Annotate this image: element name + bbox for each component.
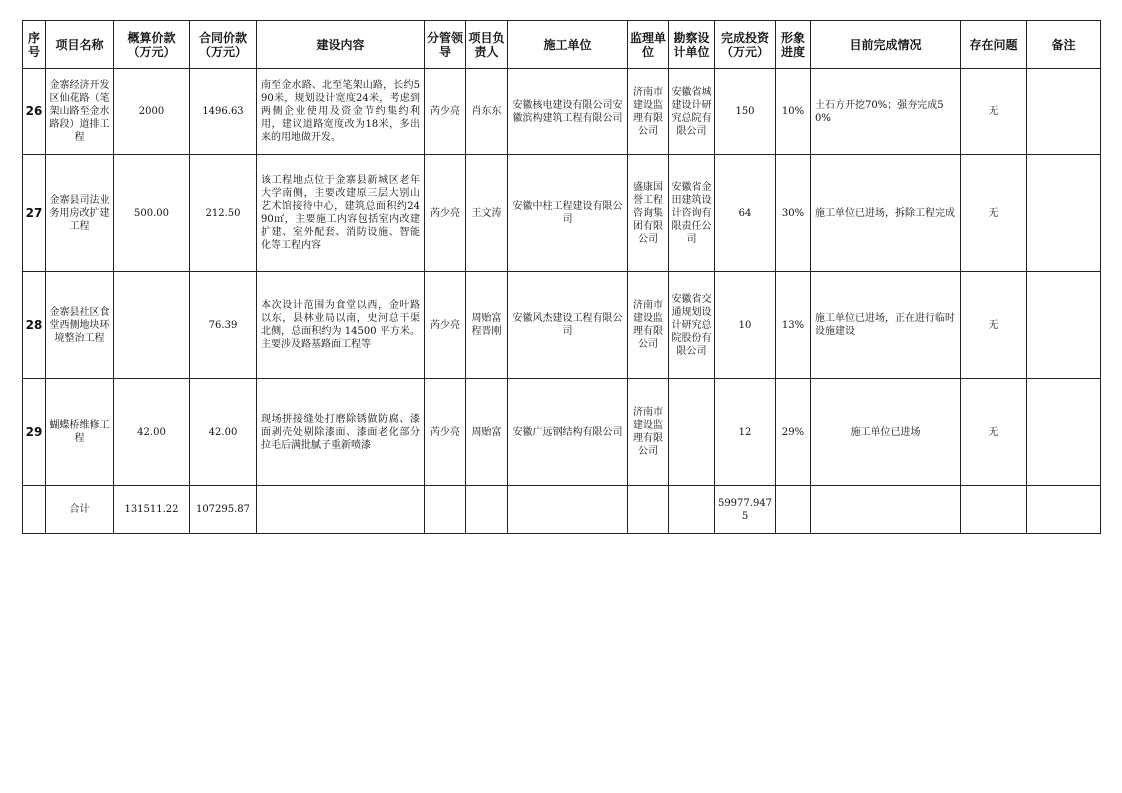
header-name: 项目名称 xyxy=(46,21,114,69)
header-contract: 合同价款（万元） xyxy=(190,21,257,69)
cell-seq xyxy=(23,486,46,534)
cell-remarks xyxy=(1027,486,1101,534)
cell-seq: 27 xyxy=(23,155,46,272)
cell-invest: 12 xyxy=(715,379,776,486)
cell-builder: 安徽核电建设有限公司安徽滨构建筑工程有限公司 xyxy=(508,69,628,155)
cell-status: 施工单位已进场，正在进行临时设施建设 xyxy=(811,272,961,379)
header-leader: 分管领导 xyxy=(425,21,466,69)
table-row xyxy=(23,272,1101,379)
table-row xyxy=(23,379,1101,486)
cell-progress: 10% xyxy=(776,69,811,155)
cell-supervisor: 盛康国誉工程咨询集团有限公司 xyxy=(628,155,669,272)
cell-leader: 芮少亮 xyxy=(425,272,466,379)
cell-designer: 安徽省城建设计研究总院有限公司 xyxy=(669,69,715,155)
cell-seq: 29 xyxy=(23,379,46,486)
header-budget: 概算价款（万元） xyxy=(114,21,190,69)
cell-invest: 10 xyxy=(715,272,776,379)
cell-remarks xyxy=(1027,379,1101,486)
cell-issues: 无 xyxy=(961,272,1027,379)
cell-builder: 安徽中柱工程建设有限公司 xyxy=(508,155,628,272)
total-budget: 131511.22 xyxy=(114,486,190,534)
cell-issues xyxy=(961,486,1027,534)
header-builder: 施工单位 xyxy=(508,21,628,69)
header-manager: 项目负责人 xyxy=(466,21,508,69)
table-row xyxy=(23,69,1101,155)
cell-progress: 13% xyxy=(776,272,811,379)
cell-leader xyxy=(425,486,466,534)
cell-progress: 30% xyxy=(776,155,811,272)
cell-supervisor: 济南市建设监理有限公司 xyxy=(628,69,669,155)
cell-content: 现场拼接缝处打磨除锈做防腐、漆面剥壳处剔除漆面、漆面老化部分拉毛后满批腻子重新喷漆 xyxy=(257,379,425,486)
cell-budget: 2000 xyxy=(114,69,190,155)
cell-issues: 无 xyxy=(961,379,1027,486)
cell-supervisor xyxy=(628,486,669,534)
cell-name: 金寨县司法业务用房改扩建工程 xyxy=(46,155,114,272)
cell-designer xyxy=(669,379,715,486)
cell-issues: 无 xyxy=(961,69,1027,155)
cell-builder: 安徽风杰建设工程有限公司 xyxy=(508,272,628,379)
cell-designer: 安徽省金田建筑设计咨询有限责任公司 xyxy=(669,155,715,272)
cell-status: 施工单位已进场，拆除工程完成 xyxy=(811,155,961,272)
total-contract: 107295.87 xyxy=(190,486,257,534)
total-invest: 59977.9475 xyxy=(715,486,776,534)
total-row xyxy=(23,486,1101,534)
header-supervisor: 监理单位 xyxy=(628,21,669,69)
cell-manager: 王文涛 xyxy=(466,155,508,272)
cell-budget: 42.00 xyxy=(114,379,190,486)
cell-issues: 无 xyxy=(961,155,1027,272)
header-content: 建设内容 xyxy=(257,21,425,69)
cell-remarks xyxy=(1027,155,1101,272)
cell-invest: 64 xyxy=(715,155,776,272)
cell-name: 金寨县社区食堂西侧地块环境整治工程 xyxy=(46,272,114,379)
cell-invest: 150 xyxy=(715,69,776,155)
header-remarks: 备注 xyxy=(1027,21,1101,69)
table-row xyxy=(23,155,1101,272)
header-issues: 存在问题 xyxy=(961,21,1027,69)
cell-leader: 芮少亮 xyxy=(425,379,466,486)
cell-seq: 26 xyxy=(23,69,46,155)
cell-contract: 42.00 xyxy=(190,379,257,486)
cell-budget xyxy=(114,272,190,379)
cell-manager: 周贻富程晋刚 xyxy=(466,272,508,379)
cell-content: 南至金水路、北至笔架山路，长约590米，规划设计宽度24米，考虑到两侧企业使用及资金节约集约利用，建议道路宽度改为18米，多出来的用地做开发。 xyxy=(257,69,425,155)
cell-leader: 芮少亮 xyxy=(425,69,466,155)
cell-budget: 500.00 xyxy=(114,155,190,272)
cell-name: 金寨经济开发区仙花路（笔架山路至金水路段）道排工程 xyxy=(46,69,114,155)
cell-designer: 安徽省交通规划设计研究总院股份有限公司 xyxy=(669,272,715,379)
header-invest: 完成投资（万元） xyxy=(715,21,776,69)
cell-name: 蝴蝶桥维修工程 xyxy=(46,379,114,486)
total-label: 合计 xyxy=(46,486,114,534)
header-designer: 勘察设计单位 xyxy=(669,21,715,69)
cell-leader: 芮少亮 xyxy=(425,155,466,272)
cell-remarks xyxy=(1027,69,1101,155)
cell-contract: 76.39 xyxy=(190,272,257,379)
cell-contract: 1496.63 xyxy=(190,69,257,155)
cell-status xyxy=(811,486,961,534)
header-status: 目前完成情况 xyxy=(811,21,961,69)
cell-supervisor: 济南市建设监理有限公司 xyxy=(628,379,669,486)
header-progress: 形象进度 xyxy=(776,21,811,69)
cell-manager xyxy=(466,486,508,534)
cell-status: 施工单位已进场 xyxy=(811,379,961,486)
cell-content: 本次设计范围为食堂以西，金叶路以东，县林业局以南，史河总干渠北侧，总面积约为 14500 平方米。主要涉及路基路面工程等 xyxy=(257,272,425,379)
cell-contract: 212.50 xyxy=(190,155,257,272)
cell-progress xyxy=(776,486,811,534)
cell-manager: 肖东东 xyxy=(466,69,508,155)
cell-designer xyxy=(669,486,715,534)
cell-content: 该工程地点位于金寨县新城区老年大学南侧，主要改建原三层大别山艺术馆接待中心，建筑总面积约2490㎡，主要施工内容包括室内改建扩建、室外配套、消防设施、智能化等工程内容 xyxy=(257,155,425,272)
cell-remarks xyxy=(1027,272,1101,379)
cell-status: 土石方开挖70%；强夯完成50% xyxy=(811,69,961,155)
cell-builder: 安徽广远钢结构有限公司 xyxy=(508,379,628,486)
cell-manager: 周贻富 xyxy=(466,379,508,486)
cell-progress: 29% xyxy=(776,379,811,486)
cell-builder xyxy=(508,486,628,534)
project-progress-table xyxy=(22,20,1101,534)
cell-content xyxy=(257,486,425,534)
header-row xyxy=(23,21,1101,69)
cell-supervisor: 济南市建设监理有限公司 xyxy=(628,272,669,379)
cell-seq: 28 xyxy=(23,272,46,379)
header-seq: 序号 xyxy=(23,21,46,69)
